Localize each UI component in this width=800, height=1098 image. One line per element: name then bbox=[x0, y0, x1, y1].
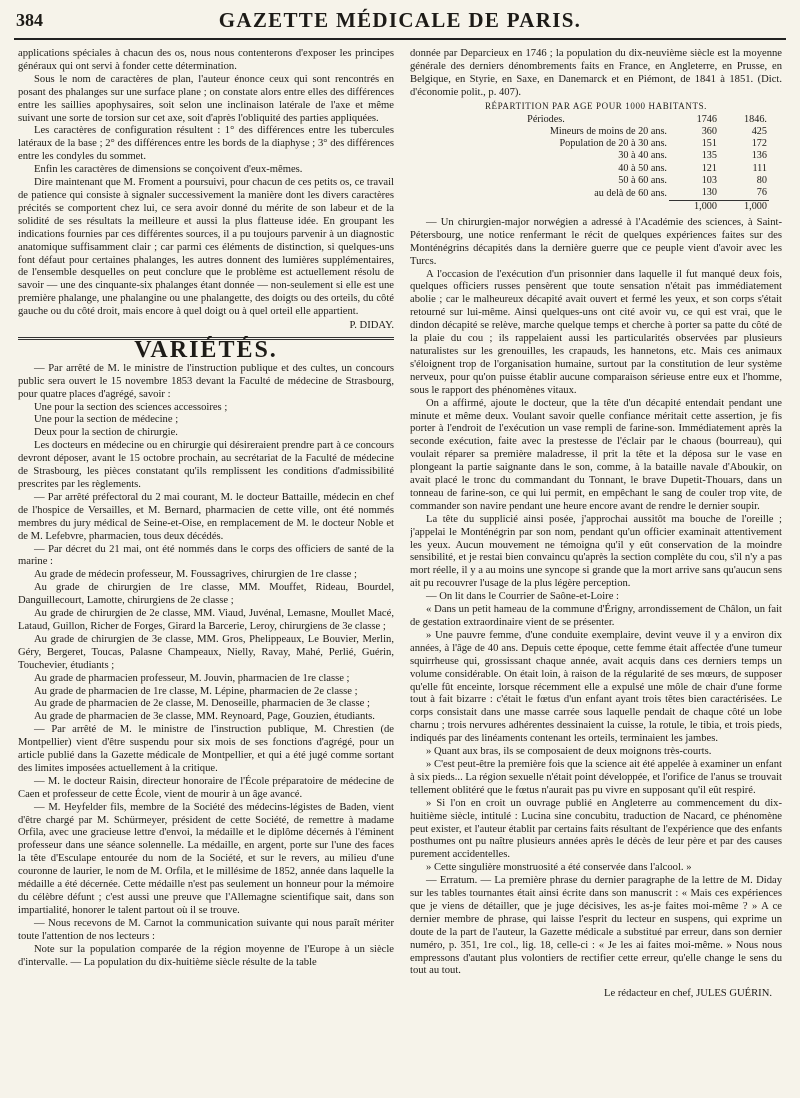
table-caption: RÉPARTITION PAR AGE POUR 1000 HABITANTS. bbox=[484, 100, 708, 111]
table-header-cell: 1746 bbox=[696, 113, 717, 125]
news-item: — M. Heyfelder fils, membre de la Société des médecins-légistes de Baden, vient d'être chargé par M. Schürmeyer, président de cette Société, de remettre à madame Orfila, avec une gracieuse lettre d'envoi, la médaille et le diplôme décernés à l'éminent professeur dans une séance solennelle. La médaille, en argent, porte sur l'une des faces la tête d'Esculape entourée du nom de la Société, et sur le revers, au milieu d'une couronne de laurier, le nom de M. Orfila, et le millésime de 1852, année dans laquelle la médaille a été décernée. Cette médaille n'est pas seulement un honneur pour la mémoire du célèbre défunt ; c'est aussi une preuve que l'Allemagne scientifique sait, dans son impartialité, honorer le talent partout où il se trouve. bbox=[18, 801, 394, 916]
table-header-cell: 1846. bbox=[744, 113, 767, 125]
table-row bbox=[423, 126, 769, 138]
news-item: Au grade de pharmacien de 2e classe, M. Denoseille, pharmacien de 3e classe ; bbox=[34, 698, 370, 710]
table-cell: 172 bbox=[751, 138, 767, 150]
table-cell: 360 bbox=[701, 125, 717, 137]
news-item: Une pour la section de médecine ; bbox=[34, 414, 179, 426]
erratum: — Erratum. — La première phrase du dernier paragraphe de la lettre de M. Diday sur les tables tournantes était ainsi écrite dans son manuscrit : « Mais ces expériences que je viens de détailler, que je juge décisives, les as-je faites moi-même ? » A ce dernier membre de phrase, qui laisse l'esprit du lecteur en suspens, qui exprime un doute de la part de l'auteur, la Gazette médicale a substitué par erreur, dans son dernier numéro, p. 351, 1re col., lig. 18, celle-ci : « Je les ai faites moi-même. » Nous nous empressons d'autant plus volontiers de rectifier cette erreur, qu'elle change le sens du tout au tout. bbox=[410, 875, 782, 977]
news-item: Au grade de pharmacien de 3e classe, MM. Reynoard, Page, Gouzien, étudiants. bbox=[34, 711, 375, 723]
news-item: — Par décret du 21 mai, ont été nommés dans le corps des officiers de santé de la marine : bbox=[18, 543, 394, 568]
article-paragraph: Les caractères de configuration résultent : 1° des différences entre les tubercules latéraux de la base ; 2° des différences entre les bords de la diaphyse ; 3° des différences entre les condyles du sommet. bbox=[18, 125, 394, 163]
table-row bbox=[423, 163, 769, 175]
news-item: » Si l'on en croit un ouvrage publié en Angleterre au commencement du dix-huitième siècle, intitulé : Lucina sine concubitu, traduction de Nacard, ce phénomène peut exister, et l'auteur établit par certains faits résultant de l'expérience que des enfants posthumes ont pu naître plusieurs années après le décès de leur père et par des causes purement accidentelles. bbox=[410, 797, 782, 861]
journal-title: GAZETTE MÉDICALE DE PARIS. bbox=[218, 8, 582, 32]
age-distribution-table bbox=[423, 114, 769, 213]
table-total-row bbox=[423, 200, 769, 213]
table-row bbox=[423, 175, 769, 187]
page-number: 384 bbox=[16, 10, 43, 30]
section-heading-varietes: VARIÉTÉS. bbox=[134, 336, 278, 363]
news-item: Une pour la section des sciences accessoires ; bbox=[34, 401, 228, 413]
article-paragraph: Sous le nom de caractères de plan, l'auteur énonce ceux qui sont rencontrés en posant des phalanges sur une surface plane ; on constate alors entre elles des différences entre les saillies apophysaires, soit selon une inclinaison latérale de l'axe et même suivant une sorte de torsion sur cet axe, soit d'après l'obliquité des parties appliquées. bbox=[18, 73, 394, 124]
news-item: — Nous recevons de M. Carnot la communication suivante qui nous paraît mériter toute l'attention de nos lecteurs : bbox=[18, 917, 394, 942]
news-item: Au grade de pharmacien de 1re classe, M. Lépine, pharmacien de 2e classe ; bbox=[34, 685, 358, 697]
news-item: On a affirmé, ajoute le docteur, que la tête d'un décapité entendait pendant une minute et même deux. Voulant savoir quelle confiance méritait cette assertion, je fis porter à l'endroit de l'exécution un vase rempli de farine-son. Immédiatement après la seconde exécution, faite avec la prestesse de l'éclair par le chaous (bourreau), qui voulait réparer sa première maladresse, il prit la tête et la déposa sur le vase en plongeant la partie saignante dans le son, comme, à la bataille navale d'Aboukir, on avait placé le tronc du commandant du Tonnant, le brave Dupetit-Thouars, dans un tonneau de farine-son, ce qui lui permit, en empêchant le sang de couler trop vite, de commander son navire pendant une heure encore avant de rendre le dernier soupir. bbox=[410, 397, 782, 512]
table-total-cell: 1,000 bbox=[669, 200, 719, 213]
left-column bbox=[18, 48, 394, 1092]
news-item: » Une pauvre femme, d'une conduite exemplaire, devint veuve il y a environ dix années, à l'âge de 40 ans. Depuis cette époque, cette femme était affectée d'une tumeur squirrheuse qui, grossissant chaque année, avait acquis dans ces derniers temps un volume considérable. On était loin, à raison de la régularité de ses mœurs, de supposer qu'elle fût enceinte, lorsque récemment elle a expulsé une môle de chair d'une forme tout à fait bizarre : c'était le fœtus d'un enfant ayant trois têtes bien caractérisées. Le corps consistait dans une masse carrée sous laquelle pendait de chaque côté un lobe charnu ; trois nervures adhérentes dessinaient la cuisse, la rotule, le tibia, et trois pieds, indiqués par des linéaments contenant les orteils, terminaient les jambes. bbox=[410, 629, 782, 745]
table-cell: au delà de 60 ans. bbox=[594, 187, 667, 199]
news-item: — M. le docteur Raisin, directeur honoraire de l'École préparatoire de médecine de Caen et professeur de cette École, vient de mourir à un âge avancé. bbox=[18, 775, 394, 800]
article-paragraph: applications spéciales à chacun des os, nous nous contenterons d'exposer les principes généraux qui ont servi à fonder cette détermination. bbox=[18, 48, 394, 72]
table-cell: 30 à 40 ans. bbox=[618, 150, 667, 162]
news-item: — Par arrêté préfectoral du 2 mai courant, M. le docteur Battaille, médecin en chef de l'hospice de Versailles, et M. Bernard, pharmacien de cette ville, ont été nommés membres du jury médical de Seine-et-Oise, en remplacement de M. le docteur Noble et de M. Lefebvre, pharmacien, tous deux décédés. bbox=[18, 491, 394, 542]
page-header bbox=[14, 4, 786, 40]
article-paragraph: donnée par Deparcieux en 1746 ; la population du dix-neuvième siècle est la moyenne générale des derniers dénombrements faits en France, en Angleterre, en Prusse, en Belgique, en Styrie, en Saxe, en Danemarck et en Piémont, de 1841 à 1851. (Dict. d'économie polit., p. 407). bbox=[410, 48, 782, 98]
article-signature: P. DIDAY. bbox=[349, 320, 394, 332]
table-cell: 80 bbox=[756, 175, 767, 187]
table-cell: 121 bbox=[701, 162, 717, 174]
table-total-cell: 1,000 bbox=[719, 200, 769, 213]
table-header-row bbox=[423, 114, 769, 126]
news-item: » C'est peut-être la première fois que la science ait été appelée à examiner un enfant à six pieds... La région sexuelle n'était point développée, et l'orifice de l'anus se trouvait tellement oblitéré que le fœtus n'aurait pas pu vivre en supposant qu'il eût respiré. bbox=[410, 758, 782, 796]
header-rule bbox=[14, 38, 786, 40]
news-item: La tête du supplicié ainsi posée, j'approchai aussitôt ma bouche de l'oreille ; j'appelai le Monténégrin par son nom, pendant qu'un officier examinait attentivement les yeux. Aucun mouvement ne témoigna qu'il y eût conservation de la moindre sensibilité, et je restai bien convaincu qu'après la section complète du cou, s'il n'y a pas mort réelle, il y a au moins une syncope si grande que la mort arrive sans qu'aucun sens ait pu recouvrer l'usage de la plus légère perception. bbox=[410, 513, 782, 590]
news-item: Au grade de pharmacien professeur, M. Jouvin, pharmacien de 1re classe ; bbox=[34, 672, 350, 684]
news-item: » Cette singulière monstruosité a été conservée dans l'alcool. » bbox=[426, 862, 692, 874]
news-item: Les docteurs en médecine ou en chirurgie qui désireraient prendre part à ce concours devront déposer, avant le 15 octobre prochain, au secrétariat de la Faculté de médecine de Strasbourg, les pièces constatant qu'ils remplissent les conditions d'admissibilité prescrites par les règlements. bbox=[18, 440, 394, 490]
article-paragraph: Enfin les caractères de dimensions se conçoivent d'eux-mêmes. bbox=[34, 164, 303, 176]
table-cell: 40 à 50 ans. bbox=[618, 162, 667, 174]
table-cell: 103 bbox=[701, 175, 717, 187]
table-cell: 130 bbox=[701, 187, 717, 199]
news-item: Au grade de chirurgien de 2e classe, MM. Viaud, Juvénal, Lemasne, Moullet Macé, Lataud, Guillon, Richer de Forges, Girard la Barcerie, Leroy, chirurgiens de 3e classe ; bbox=[18, 608, 394, 632]
news-item: » Quant aux bras, ils se composaient de deux moignons très-courts. bbox=[426, 746, 712, 758]
table-cell: Population de 20 à 30 ans. bbox=[559, 138, 667, 150]
table-row bbox=[423, 187, 769, 200]
news-item: Deux pour la section de chirurgie. bbox=[34, 427, 178, 439]
table-header-cell: Périodes. bbox=[527, 113, 565, 125]
news-item: Au grade de chirurgien de 1re classe, MM. Mouffet, Rideau, Bourdel, Danguillecourt, Lamotte, chirurgiens de 2e classe ; bbox=[18, 582, 394, 607]
news-item: « Dans un petit hameau de la commune d'Érigny, arrondissement de Châlon, un fait de gestation extraordinaire vient de se présenter. bbox=[410, 604, 782, 628]
news-item: Au grade de médecin professeur, M. Foussagrives, chirurgien de 1re classe ; bbox=[34, 569, 357, 581]
table-cell: 136 bbox=[751, 150, 767, 162]
news-item: — Par arrêté de M. le ministre de l'instruction publique, M. Chrestien (de Montpellier) vient d'être suspendu pour six mois de ses fonctions d'agrégé, pour un article publié dans la Gazette médicale de Montpellier, et qui a été jugé comme sortant des limites imposées actuellement à la critique. bbox=[18, 724, 394, 774]
table-cell: Mineurs de moins de 20 ans. bbox=[549, 125, 667, 137]
news-item: Au grade de chirurgien de 3e classe, MM. Gros, Phelippeaux, Le Bouvier, Merlin, Géry, Bergeret, Toucas, Palasne Champeaux, Nielly, Ravay, Mahé, Perlié, Guérin, Touchevier, étudiants ; bbox=[18, 633, 394, 671]
article-paragraph: Dire maintenant que M. Froment a poursuivi, pour chacun de ces petits os, ce travail de patience qui consiste à signaler successivement la manière dont les divers caractères précités se comportent chez lui, ce sera avoir donné du mérite de son labeur et de la solidité de ses résultats la meilleure et aussi la plus flatteuse idée. En groupant les indications fournies par ces différentes sources, il a pu toujours parvenir à un diagnostic anatomique suffisamment clair ; car parmi ces éléments de distinction, si quelques-uns font défaut pour certaines phalanges, les autres donnent des lumières supplémentaires, de l'ensemble desquelles on peut conclure que le problème est actuellement résolu de savoir — une des cinquante-six phalanges étant donnée — non-seulement si elle est une première phalange, une phalangine ou une phalangette, des doigts ou des orteils, du côté gauche ou du côté droit, mais encore à quel doigt ou à quel orteil elle appartient. bbox=[18, 177, 394, 318]
table-cell: 111 bbox=[752, 162, 767, 174]
news-item: Note sur la population comparée de la région moyenne de l'Europe à un siècle d'intervalle. — La population du dix-huitième siècle résulte de la table bbox=[18, 943, 394, 968]
table-cell: 425 bbox=[751, 125, 767, 137]
table-row bbox=[423, 150, 769, 162]
news-item: — Un chirurgien-major norwégien a adressé à l'Académie des sciences, à Saint-Pétersbourg, une notice renfermant le récit de quelques expériences faites sur des Monténégrins décapités dans la dernière guerre que ce peuple vient d'avoir avec les Turcs. bbox=[410, 216, 782, 267]
table-cell: 50 à 60 ans. bbox=[618, 175, 667, 187]
news-item: — On lit dans le Courrier de Saône-et-Loire : bbox=[426, 591, 619, 603]
table-cell: 76 bbox=[756, 187, 767, 199]
table-cell bbox=[423, 200, 669, 213]
editor-signature: Le rédacteur en chef, JULES GUÉRIN. bbox=[604, 988, 772, 1000]
right-column bbox=[410, 48, 782, 1092]
news-item: A l'occasion de l'exécution d'un prisonnier dans laquelle il fut manqué deux fois, quelques officiers russes pensèrent que toute sensation n'était pas immédiatement abolie ; car le malheureux décapité avait ouvert et fermé les yeux, et son corps s'était retourné sur lui-même. Ainsi quelques-uns ont cité avoir vu, ce qui est vrai, que le dindon décapité se relève, marche quelque temps et cherche à porter sa patte du côté de la plaie du cou ; ils rappelaient aussi les particularités observées par plusieurs naturalistes sur les grenouilles, les crapauds, les hannetons, etc. Mais ces animaux s'éloignent trop de l'organisation humaine, surtout par la constitution de leur système nerveux, pour qu'on puisse établir aucune comparaison sérieuse entre eux et l'homme, sous le rapport des phénomènes vitaux. bbox=[410, 268, 782, 396]
news-item: — Par arrêté de M. le ministre de l'instruction publique et des cultes, un concours public sera ouvert le 15 novembre 1853 devant la Faculté de médecine de Strasbourg, pour quatre places d'agrégé, savoir : bbox=[18, 362, 394, 400]
table-row bbox=[423, 138, 769, 150]
table-cell: 135 bbox=[701, 150, 717, 162]
table-cell: 151 bbox=[701, 138, 717, 150]
